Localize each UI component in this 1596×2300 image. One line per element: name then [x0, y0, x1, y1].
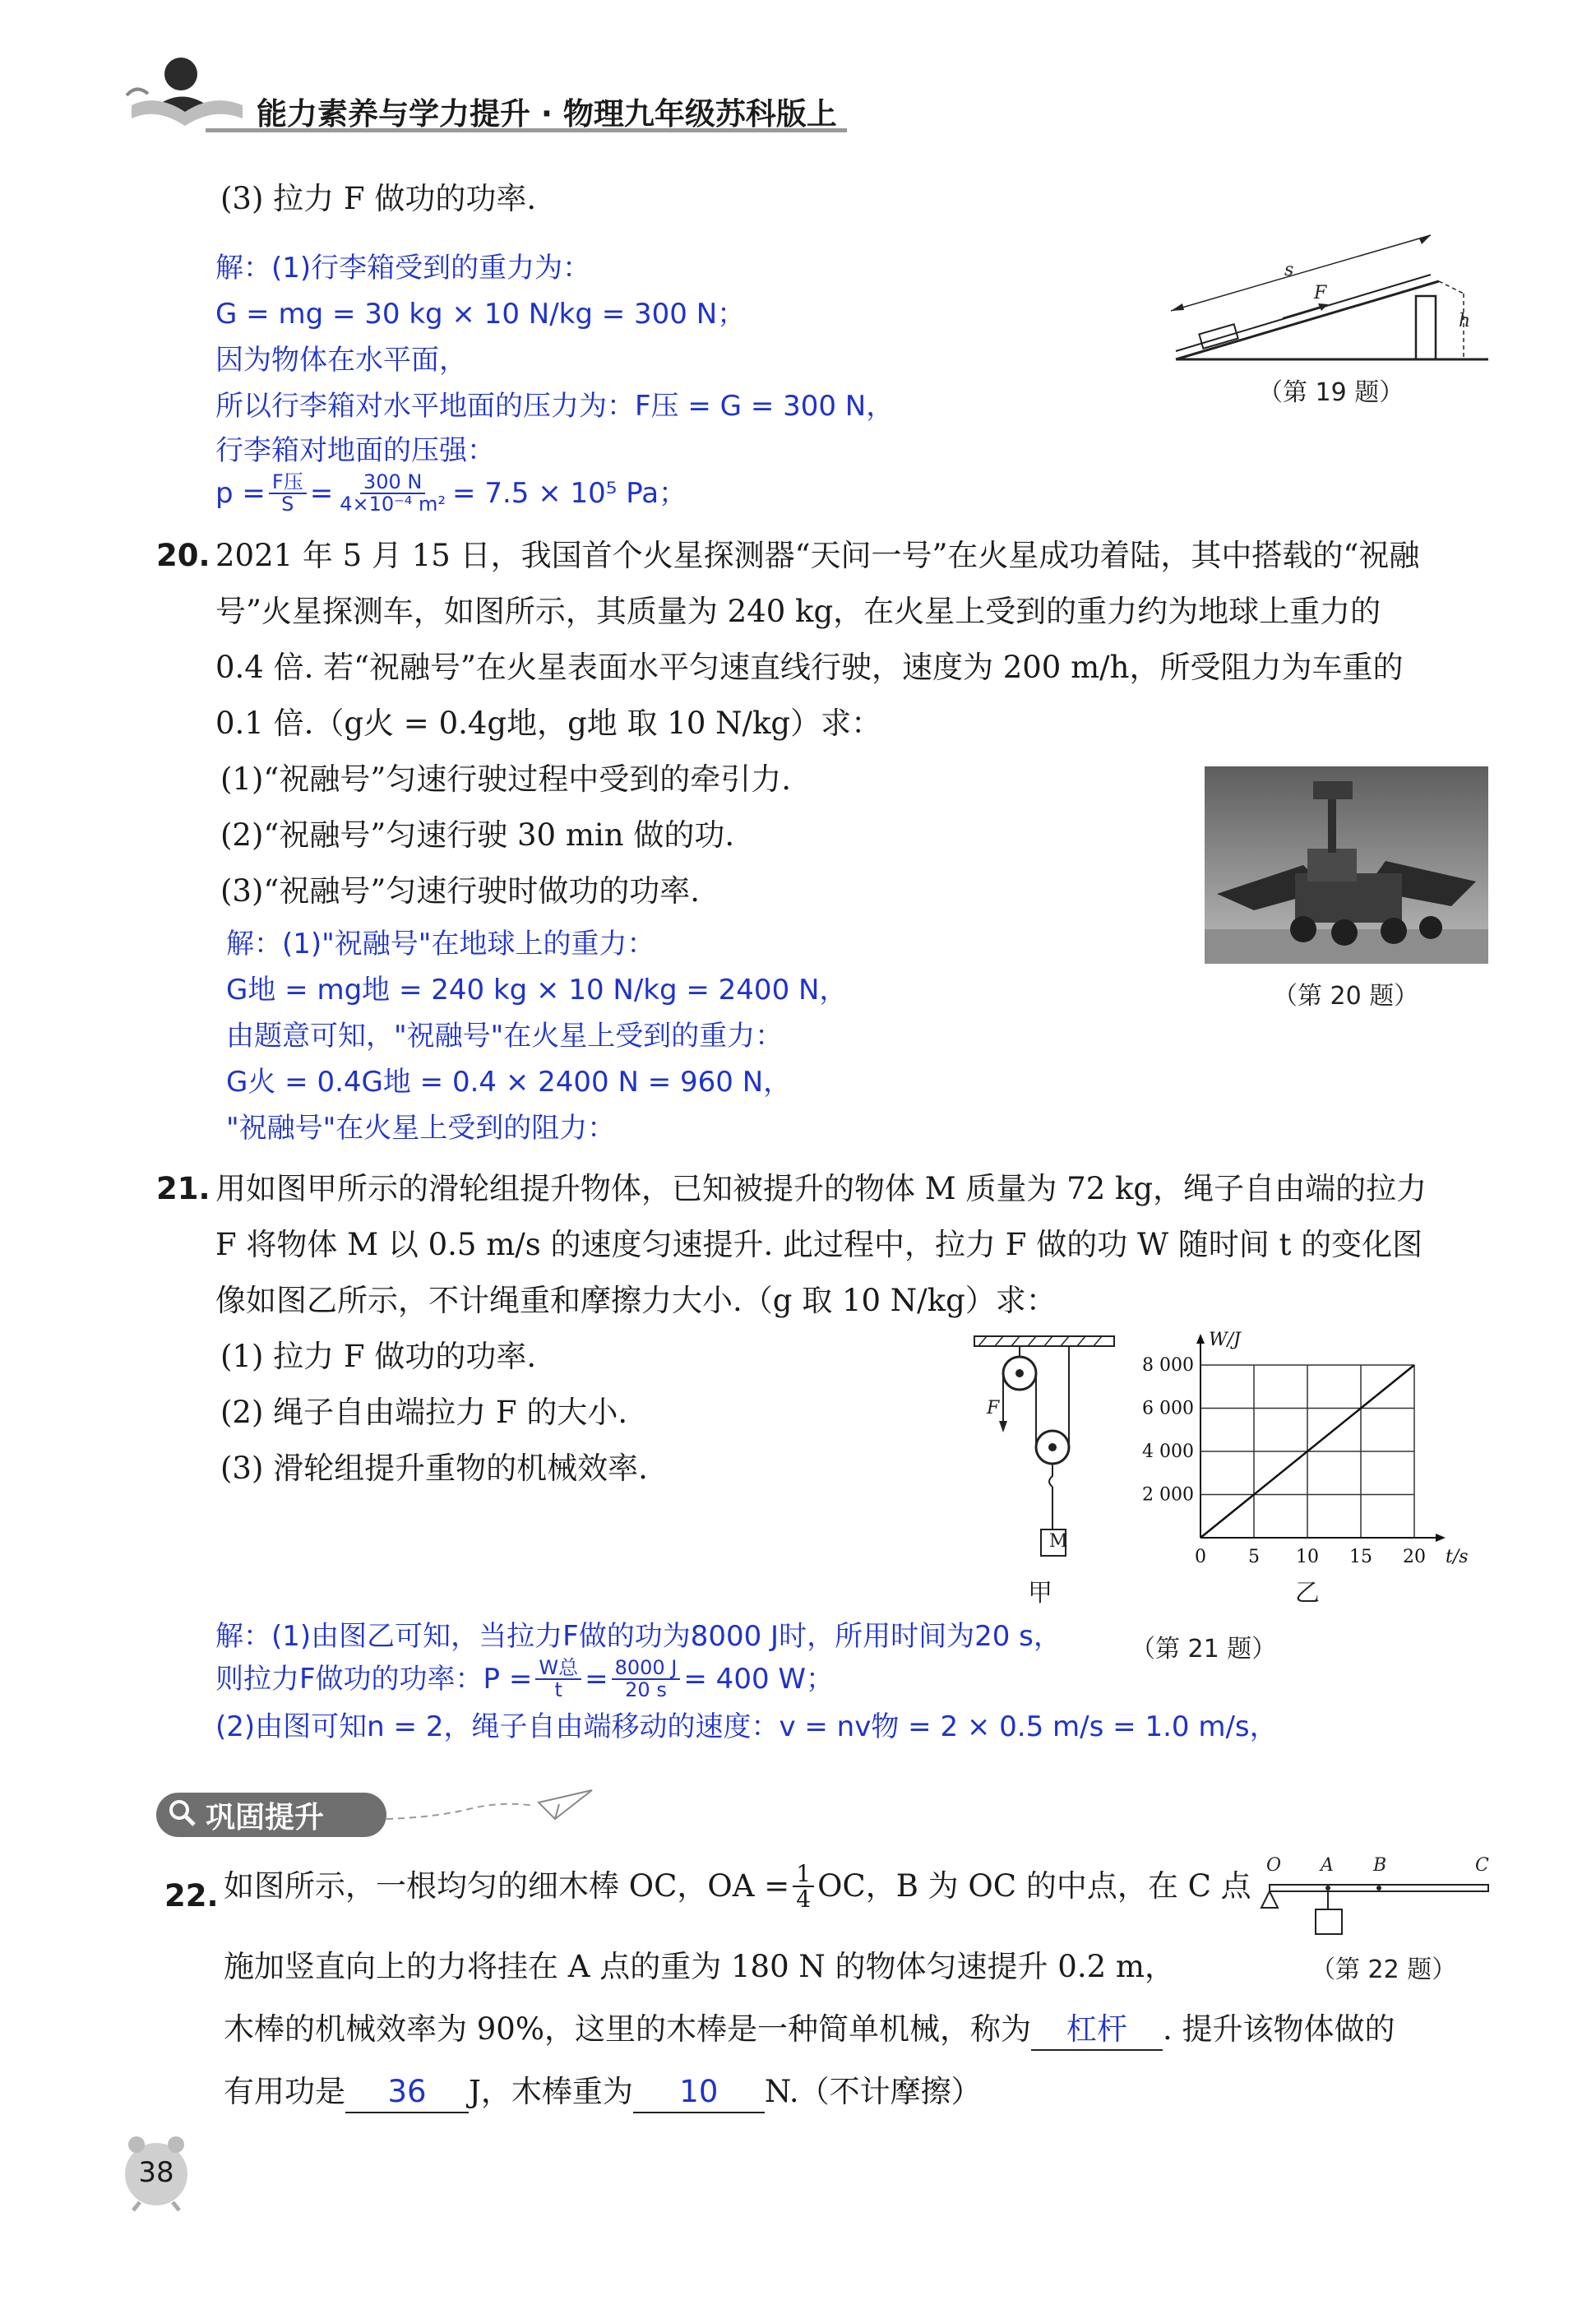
q22-line-2: 施加竖直向上的力将挂在 A 点的重为 180 N 的物体匀速提升 0.2 m，: [224, 1949, 1175, 1984]
q22-label-c: C: [1475, 1855, 1489, 1876]
q19-caption: （第 19 题）: [1258, 378, 1404, 407]
q21-work-time-chart: [1142, 1330, 1469, 1604]
q21-caption: （第 21 题）: [1131, 1635, 1277, 1664]
chart-y-axis-arrow: [1196, 1334, 1205, 1344]
q22-number: 22.: [164, 1878, 219, 1914]
q21-figure-b-label: 乙: [1295, 1579, 1320, 1608]
q20-solution-line-4: G火 = 0.4G地 = 0.4 × 2400 N = 960 N，: [226, 1066, 792, 1099]
magnifier-icon: [168, 1798, 197, 1831]
header-title: 能力素养与学力提升 · 物理九年级苏科版上: [257, 96, 837, 132]
chart-y-tick-label: 2 000: [1142, 1484, 1194, 1506]
q20-number: 20.: [156, 538, 210, 573]
chart-x-axis-arrow: [1436, 1534, 1446, 1542]
q21-stem-line-2: F 将物体 M 以 0.5 m/s 的速度匀速提升. 此过程中，拉力 F 做的功 W 随时间 t 的变化图: [215, 1227, 1423, 1262]
work-time-chart-svg: [1142, 1330, 1469, 1604]
q20-solution-line-5: "祝融号"在火星上受到的阻力：: [226, 1112, 616, 1145]
q19-solution-line-3: 因为物体在水平面，: [215, 344, 467, 377]
header-logo: [123, 48, 247, 138]
q20-solution-line-2: G地 = mg地 = 240 kg × 10 N/kg = 2400 N，: [226, 974, 848, 1007]
q21-f-label: F: [987, 1398, 1000, 1418]
q22-line-3: 木棒的机械效率为 90%，这里的木棒是一种简单机械，称为 杠杆 . 提升该物体做的: [224, 2010, 1395, 2051]
chart-x-tick-label: 5: [1248, 1547, 1260, 1567]
section-title: 巩固提升: [206, 1800, 325, 1835]
q22-line-1: 如图所示，一根均匀的细木棒 OC，OA = $\frac{1}{4}$ OC，B 为 OC 的中点，在 C 点: [224, 1860, 1251, 1914]
q21-solution-line-1: 解：(1)由图乙可知，当拉力F做的功为8000 J时，所用时间为20 s，: [215, 1620, 1062, 1653]
chart-x-tick-label: 0: [1195, 1547, 1206, 1567]
chart-y-tick-label: 4 000: [1142, 1442, 1194, 1462]
q19-solution-line-4: 所以行李箱对水平地面的压力为：F压 = G = 300 N，: [215, 390, 895, 423]
q21-figure-a-label: 甲: [1028, 1579, 1052, 1608]
chart-y-tick-label: 6 000: [1142, 1398, 1194, 1419]
q21-item-1: (1) 拉力 F 做功的功率.: [220, 1339, 537, 1374]
chart-x-axis-label: t/s: [1446, 1547, 1469, 1567]
section-banner: [156, 1793, 386, 1837]
q22-label-a: A: [1321, 1855, 1334, 1876]
q20-stem-line-1: 2021 年 5 月 15 日，我国首个火星探测器“天问一号”在火星成功着陆，其中搭载的“祝融: [215, 538, 1420, 573]
q20-solution-line-1: 解：(1)"祝融号"在地球上的重力：: [226, 928, 655, 960]
q22-label-o: O: [1266, 1855, 1282, 1876]
q21-item-3: (3) 滑轮组提升重物的机械效率.: [220, 1451, 648, 1486]
q21-stem-line-3: 像如图乙所示，不计绳重和摩擦力大小.（g 取 10 N/kg）求：: [215, 1283, 1057, 1318]
q20-item-1: (1)“祝融号”匀速行驶过程中受到的牵引力.: [220, 761, 792, 797]
q19-s-label: s: [1284, 260, 1294, 280]
q20-rover-photo: [1205, 766, 1488, 964]
q22-line-4: 有用功是 36 J，木棒重为 10 N.（不计摩擦）: [224, 2072, 982, 2113]
answer-blank-2[interactable]: 36: [345, 2072, 469, 2113]
q21-number: 21.: [156, 1171, 210, 1206]
page-number: 38: [138, 2156, 174, 2189]
q22-label-b: B: [1373, 1855, 1387, 1876]
q19-item-3: (3) 拉力 F 做功的功率.: [220, 181, 537, 216]
q20-stem-line-3: 0.4 倍. 若“祝融号”在火星表面水平匀速直线行驶，速度为 200 m/h，所受阻力为车重的: [215, 650, 1404, 685]
q20-caption: （第 20 题）: [1273, 982, 1419, 1011]
q21-pulley-figure: [970, 1332, 1118, 1604]
paper-plane-icon: [386, 1786, 600, 1835]
q21-mass-label: M: [1049, 1531, 1068, 1552]
q20-stem-line-4: 0.1 倍.（g火 = 0.4g地，g地 取 10 N/kg）求：: [215, 706, 882, 741]
q20-item-3: (3)“祝融号”匀速行驶时做功的功率.: [220, 873, 701, 909]
q19-solution-line-5: 行李箱对地面的压强：: [215, 434, 495, 467]
answer-blank-3[interactable]: 10: [633, 2072, 765, 2113]
q19-h-label: h: [1459, 311, 1471, 331]
answer-blank-1[interactable]: 杠杆: [1031, 2010, 1163, 2051]
q21-power-formula: 则拉力F做功的功率：P = $\frac{\text{W总}}{t}$ = $\frac{8000 J}{20 s}$ = 400 W；: [215, 1656, 835, 1702]
q20-stem-line-2: 号”火星探测车，如图所示，其质量为 240 kg，在火星上受到的重力约为地球上重力的: [215, 594, 1381, 629]
q19-ramp-figure: [1159, 232, 1505, 372]
q19-solution-line-1: 解：(1)行李箱受到的重力为：: [215, 252, 591, 285]
q21-stem-line-1: 用如图甲所示的滑轮组提升物体，已知被提升的物体 M 质量为 72 kg，绳子自由端的拉力: [215, 1171, 1427, 1206]
q20-solution-line-3: 由题意可知，"祝融号"在火星上受到的重力：: [226, 1020, 784, 1053]
chart-x-tick-label: 15: [1349, 1547, 1372, 1567]
chart-y-axis-label: W/J: [1209, 1330, 1241, 1350]
chart-x-tick-label: 10: [1296, 1547, 1319, 1567]
q22-caption: （第 22 题）: [1311, 1955, 1457, 1984]
q19-solution-line-2: G = mg = 30 kg × 10 N/kg = 300 N；: [215, 298, 746, 331]
q21-item-2: (2) 绳子自由端拉力 F 的大小.: [220, 1395, 628, 1430]
q19-f-label: F: [1314, 283, 1327, 303]
chart-x-tick-label: 20: [1403, 1547, 1426, 1567]
q19-pressure-formula: p = $\frac{\text{F压}}{S}$ = $\frac{300 N}{\text{4×10⁻⁴ m²}}$ = 7.5 × 10⁵ Pa；: [215, 470, 687, 516]
q21-solution-line-3: (2)由图可知n = 2，绳子自由端移动的速度：v = nv物 = 2 × 0.5 m/s = 1.0 m/s，: [215, 1710, 1278, 1743]
chart-y-tick-label: 8 000: [1142, 1355, 1194, 1376]
q20-item-2: (2)“祝融号”匀速行驶 30 min 做的功.: [220, 817, 735, 853]
